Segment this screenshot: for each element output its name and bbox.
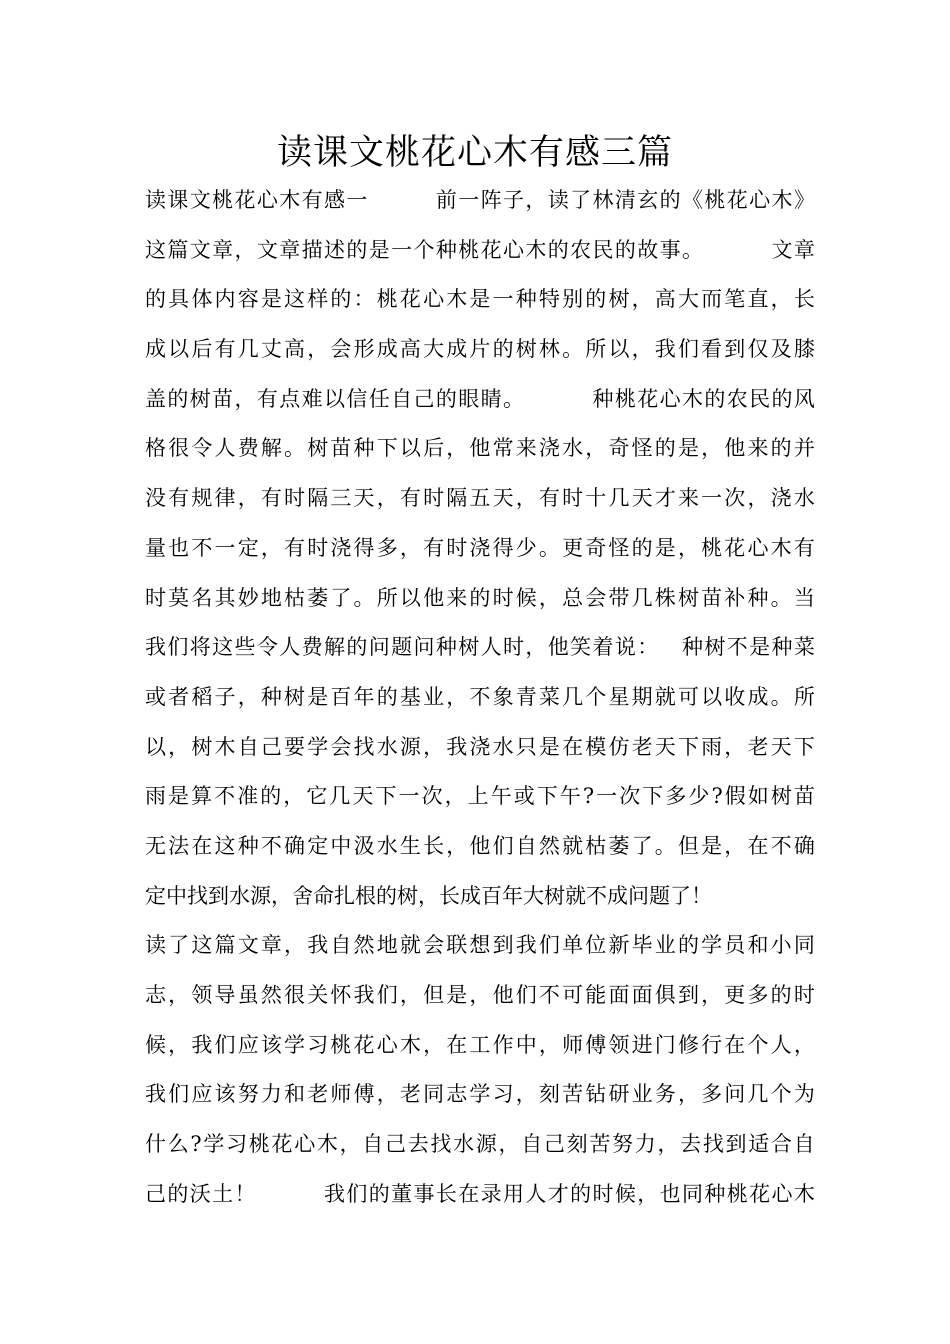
text-line: 盖 的 树 苗 ， 有 点 难 以 信 任 自 己 的 眼 睛 。 种 桃 花 心 木 的 农 民 的 风 [145, 386, 815, 411]
text-line: 定中找到水源，舍命扎根的树，长成百年大树就不成问题了！ [145, 883, 712, 908]
document-title: 读课文桃花心木有感三篇 [276, 133, 673, 173]
text-line: 什 么 ? 学 习 桃 花 心 木 ， 自 己 去 找 水 源 ， 自 己 刻 苦 努 力 ， 去 找 到 适 合 自 [145, 1132, 815, 1157]
text-line: 时 莫 名 其 妙 地 枯 萎 了 。 所 以 他 来 的 时 候 ， 总 会 带 几 株 树 苗 补 种 。 当 [145, 585, 815, 610]
text-line: 或 者 稻 子 ， 种 树 是 百 年 的 基 业 ， 不 象 青 菜 几 个 星 期 就 可 以 收 成 。 所 [145, 684, 815, 709]
text-line: 格 很 令 人 费 解 。 树 苗 种 下 以 后 ， 他 常 来 浇 水 ， 奇 怪 的 是 ， 他 来 的 并 [145, 436, 815, 461]
text-line: 读 了 这 篇 文 章 ， 我 自 然 地 就 会 联 想 到 我 们 单 位 新 毕 业 的 学 员 和 小 同 [145, 933, 815, 958]
document-body [145, 180, 815, 1223]
text-line: 无 法 在 这 种 不 确 定 中 汲 水 生 长 ， 他 们 自 然 就 枯 萎 了 。 但 是 ， 在 不 确 [145, 833, 815, 858]
text-line: 量 也 不 一 定 ， 有 时 浇 得 多 ， 有 时 浇 得 少 。 更 奇 怪 的 是 ， 桃 花 心 木 有 [145, 535, 815, 560]
text-line: 没 有 规 律 ， 有 时 隔 三 天 ， 有 时 隔 五 天 ， 有 时 十 几 天 才 来 一 次 ， 浇 水 [145, 486, 815, 511]
text-line: 的 具 体 内 容 是 这 样 的 ： 桃 花 心 木 是 一 种 特 别 的 树 ， 高 大 而 笔 直 ， 长 [145, 287, 815, 312]
text-line: 这 篇 文 章 ， 文 章 描 述 的 是 一 个 种 桃 花 心 木 的 农 民 的 故 事 。 文 章 [145, 237, 815, 262]
text-line: 雨 是 算 不 准 的 ， 它 几 天 下 一 次 ， 上 午 或 下 午 ? 一 次 下 多 少 ? 假 如 树 苗 [145, 784, 815, 809]
text-line: 成 以 后 有 几 丈 高 ， 会 形 成 高 大 成 片 的 树 林 。 所 以 ， 我 们 看 到 仅 及 膝 [145, 337, 815, 362]
text-line: 己 的 沃 土 ！ 我 们 的 董 事 长 在 录 用 人 才 的 时 候 ， 也 同 种 桃 花 心 木 [145, 1181, 815, 1206]
text-line: 志 ， 领 导 虽 然 很 关 怀 我 们 ， 但 是 ， 他 们 不 可 能 面 面 俱 到 ， 更 多 的 时 [145, 983, 815, 1007]
text-line: 候 ， 我 们 应 该 学 习 桃 花 心 木 ， 在 工 作 中 ， 师 傅 领 进 门 修 行 在 个 人 ， [145, 1032, 815, 1057]
text-line: 读 课 文 桃 花 心 木 有 感 一 前 一 阵 子 ， 读 了 林 清 玄 的 《 桃 花 心 木 》 [145, 188, 815, 212]
text-line: 我 们 应 该 努 力 和 老 师 傅 ， 老 同 志 学 习 ， 刻 苦 钻 研 业 务 ， 多 问 几 个 为 [145, 1082, 815, 1107]
text-line: 我 们 将 这 些 令 人 费 解 的 问 题 问 种 树 人 时 ， 他 笑 着 说 ： 种 树 不 是 种 菜 [145, 635, 815, 660]
text-line: 以 ， 树 木 自 己 要 学 会 找 水 源 ， 我 浇 水 只 是 在 模 仿 老 天 下 雨 ， 老 天 下 [145, 734, 815, 759]
